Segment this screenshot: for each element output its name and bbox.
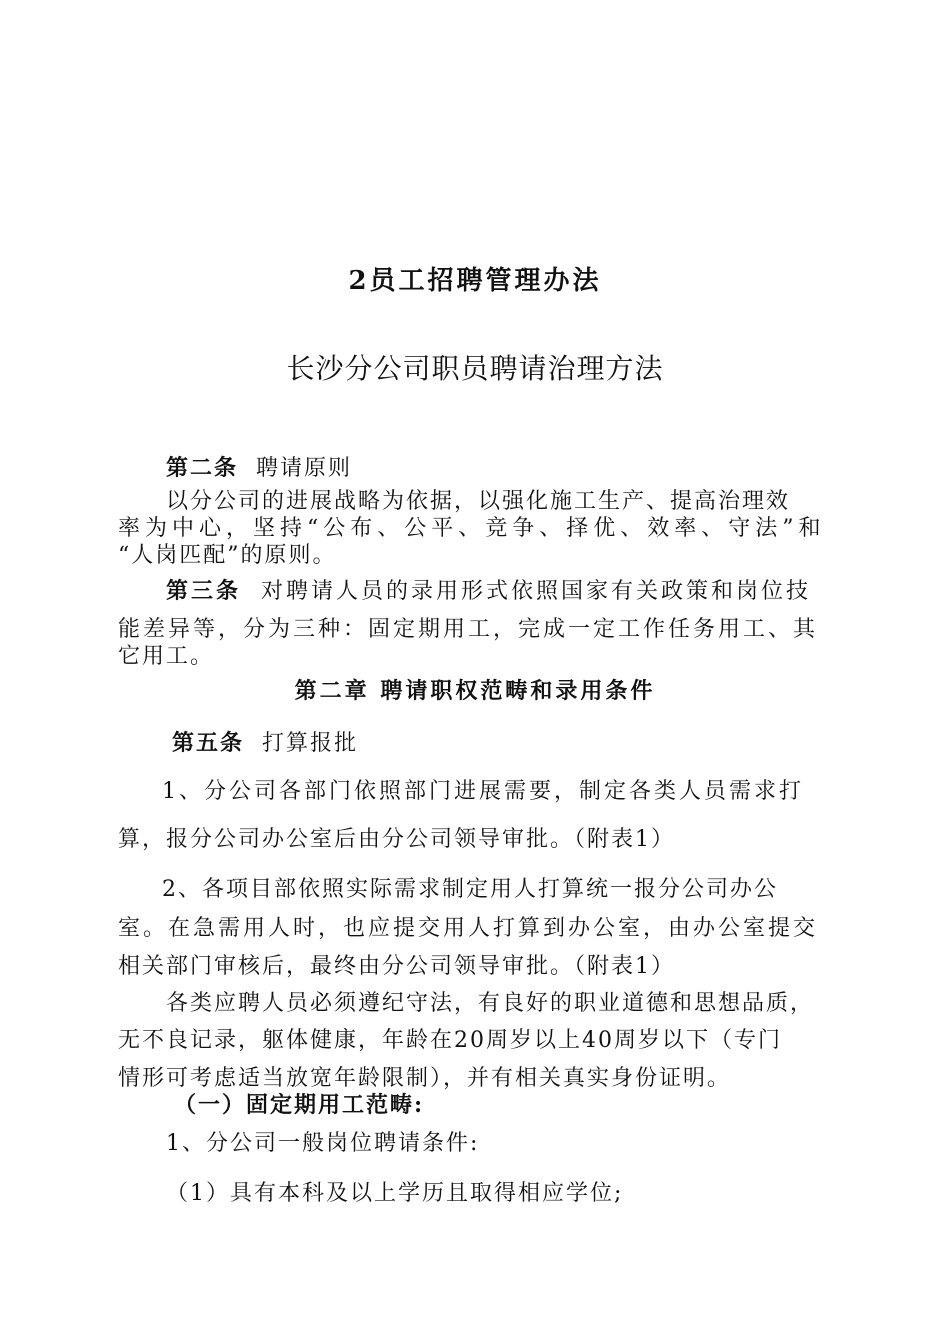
- article-2-heading: [166, 455, 352, 482]
- requirements-line-1: 各类应聘人员必须遵纪守法，有良好的职业道德和思想品质，: [166, 991, 815, 1016]
- article-3-text: 对聘请人员的录用形式依照国家有关政策和岗位技: [261, 579, 812, 604]
- item-2-line-1: 2、各项目部依照实际需求制定用人打算统一报分公司办公: [162, 877, 778, 902]
- article-2-label: 第二条: [166, 455, 239, 481]
- section-1-sub-1: （1）具有本科及以上学历且取得相应学位;: [166, 1181, 624, 1206]
- article-5-label: 第五条: [172, 730, 245, 756]
- document-subtitle: 长沙分公司职员聘请治理方法: [286, 352, 664, 385]
- requirements-line-2: 无不良记录，躯体健康，年龄在20周岁以上40周岁以下（专门: [118, 1028, 782, 1053]
- document-title: 2员工招聘管理办法: [348, 266, 602, 296]
- section-1-heading: （一）固定期用工范畴:: [174, 1092, 425, 1118]
- article-3-line-2: 能差异等，分为三种：固定期用工，完成一定工作任务用工、其: [118, 617, 819, 642]
- item-2-line-3: 相关部门审核后，最终由分公司领导审批。（附表1）: [118, 954, 675, 979]
- requirements-line-3: 情形可考虑适当放宽年龄限制），并有相关真实身份证明。: [118, 1066, 732, 1091]
- article-2-title: 聘请原则: [256, 456, 353, 481]
- article-2-line-1: 以分公司的进展战略为依据，以强化施工生产、提高治理效: [166, 489, 791, 514]
- item-1-line-2: 算，报分公司办公室后由分公司领导审批。（附表1）: [118, 827, 675, 852]
- article-2-line-3: “人岗匹配”的原则。: [118, 543, 337, 568]
- section-1-item-1: 1、分公司一般岗位聘请条件:: [166, 1131, 480, 1156]
- article-5-title: 打算报批: [262, 731, 359, 756]
- item-2-line-2: 室。在急需用人时，也应提交用人打算到办公室，由办公室提交: [118, 916, 819, 941]
- item-1-line-1: 1、分公司各部门依照部门进展需要，制定各类人员需求打: [162, 779, 804, 804]
- article-5-heading: [172, 730, 358, 757]
- article-3-label: 第三条: [166, 578, 242, 604]
- article-3-line-3: 它用工。: [118, 644, 215, 669]
- chapter-heading: 第二章 聘请职权范畴和录用条件: [294, 678, 656, 704]
- article-2-line-2: 率为中心，坚持“公布、公平、竞争、择优、效率、守法”和: [118, 516, 826, 541]
- article-3-line-1: [166, 578, 811, 605]
